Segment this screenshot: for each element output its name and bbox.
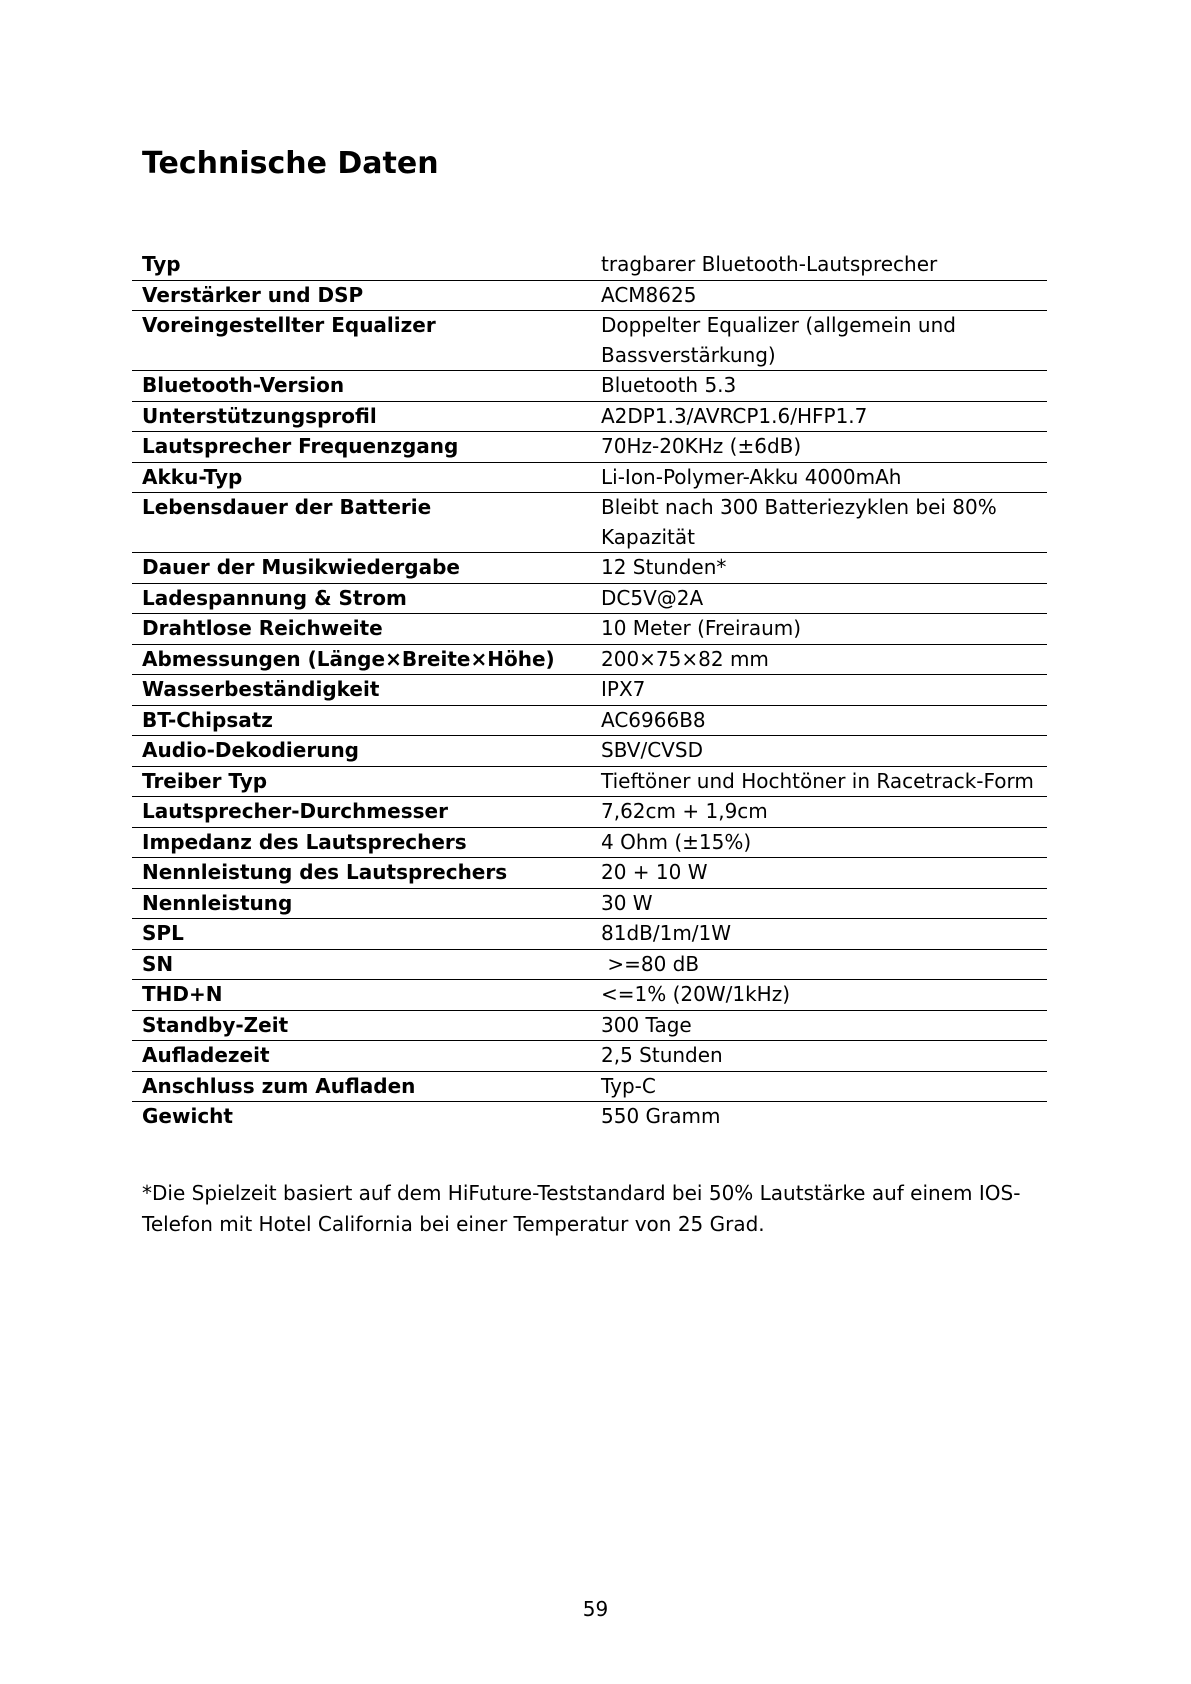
spec-label: Lebensdauer der Batterie [132, 493, 591, 553]
spec-row [132, 919, 1047, 950]
spec-row [132, 280, 1047, 311]
spec-value: tragbarer Bluetooth-Lautsprecher [591, 250, 1047, 280]
spec-label: Akku-Typ [132, 462, 591, 493]
spec-value: ACM8625 [591, 280, 1047, 311]
spec-value: 7,62cm + 1,9cm [591, 797, 1047, 828]
spec-label: Nennleistung [132, 888, 591, 919]
spec-value: 550 Gramm [601, 1104, 721, 1128]
spec-row [132, 705, 1047, 736]
spec-row [132, 311, 1047, 371]
spec-row [132, 949, 1047, 980]
spec-value: Doppelter Equalizer (allgemein und Bassverstärkung) [591, 311, 1047, 371]
spec-value: Typ-C [591, 1071, 1047, 1102]
spec-value: 10 Meter (Freiraum) [591, 614, 1047, 645]
spec-value: 2,5 Stunden [591, 1041, 1047, 1072]
spec-row [132, 1102, 1047, 1132]
spec-row [132, 644, 1047, 675]
spec-row [132, 493, 1047, 553]
spec-row [132, 736, 1047, 767]
spec-label: Abmessungen (Länge×Breite×Höhe) [132, 644, 591, 675]
spec-row [132, 858, 1047, 889]
spec-value: 30 W [591, 888, 1047, 919]
spec-value: SBV/CVSD [591, 736, 1047, 767]
spec-label: Bluetooth-Version [132, 371, 591, 402]
spec-label: Drahtlose Reichweite [132, 614, 591, 645]
spec-value: 300 Tage [591, 1010, 1047, 1041]
spec-label: Nennleistung des Lautsprechers [132, 858, 591, 889]
spec-row [132, 614, 1047, 645]
spec-label: Gewicht [142, 1104, 233, 1128]
spec-label: SN [132, 949, 591, 980]
spec-label: Verstärker und DSP [132, 280, 591, 311]
spec-value: DC5V@2A [591, 583, 1047, 614]
page-number: 59 [582, 1597, 609, 1621]
spec-label: Standby-Zeit [132, 1010, 591, 1041]
spec-row [132, 675, 1047, 706]
spec-table [132, 250, 1047, 1132]
spec-row [132, 432, 1047, 463]
spec-label: Lautsprecher Frequenzgang [132, 432, 591, 463]
spec-value: >=80 dB [591, 949, 1047, 980]
spec-value: Bleibt nach 300 Batteriezyklen bei 80% Kapazität [591, 493, 1047, 553]
spec-value: A2DP1.3/AVRCP1.6/HFP1.7 [591, 401, 1047, 432]
spec-label: Dauer der Musikwiedergabe [132, 553, 591, 584]
spec-value: 81dB/1m/1W [591, 919, 1047, 950]
spec-row [132, 1041, 1047, 1072]
page-title: Technische Daten [142, 146, 439, 181]
spec-row [132, 583, 1047, 614]
spec-row [132, 1010, 1047, 1041]
spec-label: Typ [132, 250, 591, 280]
spec-label: Impedanz des Lautsprechers [132, 827, 591, 858]
spec-row [132, 553, 1047, 584]
spec-row [132, 250, 1047, 280]
spec-label: Wasserbeständigkeit [132, 675, 591, 706]
spec-label: Lautsprecher-Durchmesser [132, 797, 591, 828]
spec-label: BT-Chipsatz [132, 705, 591, 736]
spec-row [132, 401, 1047, 432]
spec-row [132, 797, 1047, 828]
spec-row [132, 462, 1047, 493]
spec-label: Aufladezeit [132, 1041, 591, 1072]
spec-label: SPL [132, 919, 591, 950]
spec-label: Anschluss zum Aufladen [132, 1071, 591, 1102]
spec-label: Treiber Typ [132, 766, 591, 797]
spec-value: AC6966B8 [591, 705, 1047, 736]
spec-value: 4 Ohm (±15%) [591, 827, 1047, 858]
spec-label: Audio-Dekodierung [132, 736, 591, 767]
spec-row [132, 827, 1047, 858]
spec-label: Ladespannung & Strom [132, 583, 591, 614]
spec-row [132, 980, 1047, 1011]
spec-value: 200×75×82 mm [591, 644, 1047, 675]
spec-value: 12 Stunden* [591, 553, 1047, 584]
spec-row [132, 888, 1047, 919]
spec-label: THD+N [132, 980, 591, 1011]
spec-value: Tieftöner und Hochtöner in Racetrack-Form [591, 766, 1047, 797]
spec-value: Bluetooth 5.3 [591, 371, 1047, 402]
spec-row [132, 766, 1047, 797]
spec-table-body [132, 250, 1047, 1132]
spec-label: Unterstützungsprofil [132, 401, 591, 432]
spec-value: 20 + 10 W [591, 858, 1047, 889]
spec-row [132, 1071, 1047, 1102]
spec-value: 70Hz-20KHz (±6dB) [591, 432, 1047, 463]
spec-value: IPX7 [591, 675, 1047, 706]
spec-value: Li-Ion-Polymer-Akku 4000mAh [591, 462, 1047, 493]
spec-value: <=1% (20W/1kHz) [591, 980, 1047, 1011]
spec-row [132, 371, 1047, 402]
footnote: *Die Spielzeit basiert auf dem HiFuture-Teststandard bei 50% Lautstärke auf einem IOS-Telefon mit Hotel California bei einer Temperatur von 25 Grad. [142, 1181, 1021, 1236]
spec-label: Voreingestellter Equalizer [132, 311, 591, 371]
